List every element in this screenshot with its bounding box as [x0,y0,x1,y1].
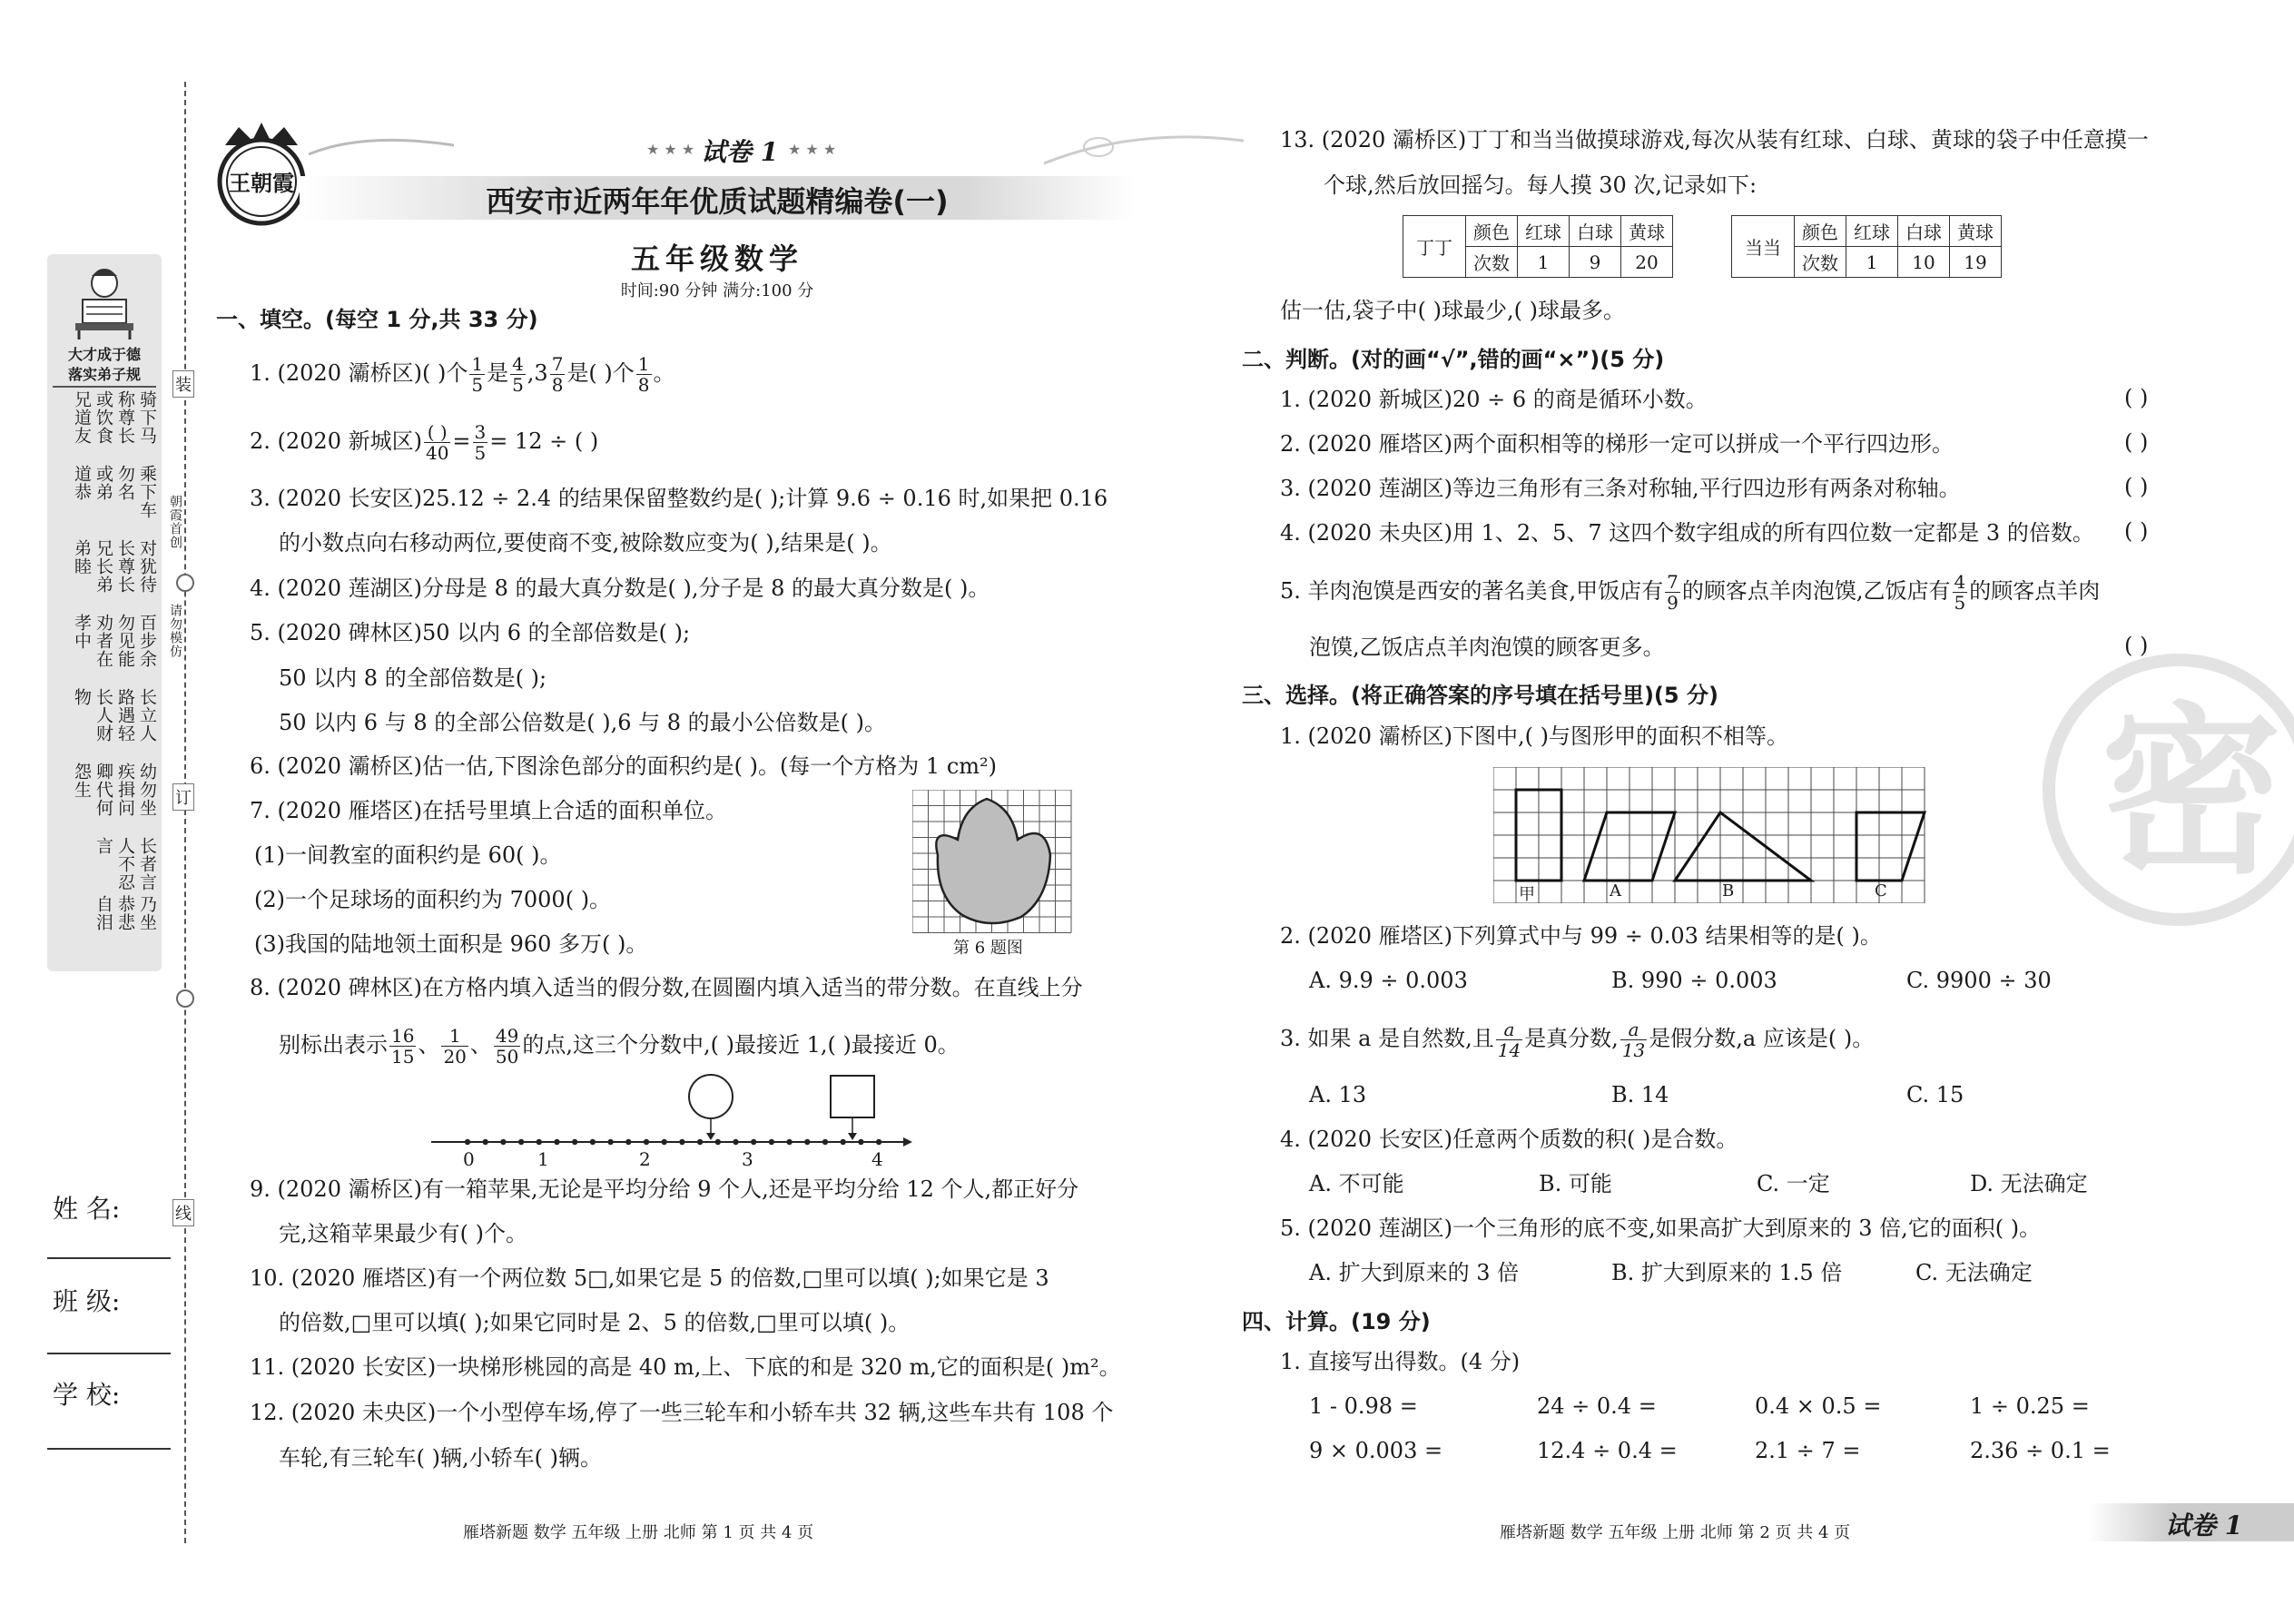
q1-text: 是( )个 [566,360,635,386]
table-cell: 10 [1898,247,1950,278]
question-12-line-1: 12. (2020 未央区)一个小型停车场,停了一些三轮车和小轿车共 32 辆,这些车共有 108 个 [250,1400,1114,1425]
fraction-7-8: $\frac{7}{8}$ [551,353,564,396]
choice-3-option-b[interactable]: B. 14 [1611,1082,1669,1107]
verse-col: 乃坐 [137,895,157,931]
school-label: 学 校: [53,1380,121,1410]
question-5-line-2: 50 以内 8 的全部倍数是( ); [279,665,547,691]
fraction-a-13: $\frac{a}{13}$ [1621,1019,1646,1061]
verse-col: 勿见能 [115,614,135,668]
choice-5-option-a[interactable]: A. 扩大到原来的 3 倍 [1309,1260,1520,1285]
exam-info: 时间:90 分钟 满分:100 分 [620,281,814,300]
verse-col: 孝中 [72,614,92,650]
section-judge-heading: 二、判断。(对的画“√”,错的画“×”)(5 分) [1242,347,1665,372]
fraction-3-5: $\frac{3}{5}$ [474,421,487,464]
number-line-dot [697,1139,703,1145]
verse-col: 长人财 [94,688,113,743]
choice-4-option-d[interactable]: D. 无法确定 [1970,1171,2088,1196]
judge-2-answer[interactable]: ( ) [2124,429,2149,455]
number-line-tick-3: 3 [742,1148,753,1170]
footer-tab-label: 试卷 1 [2165,1511,2243,1540]
verse-col: 骑下马 [137,390,157,445]
verse-col: 乘下车 [137,465,157,519]
name-field[interactable] [47,1257,171,1259]
verse-col: 幼勿坐 [137,763,157,817]
judge-1-answer[interactable]: ( ) [2124,385,2149,410]
fraction-blank-40: $\frac{( )}{40}$ [425,421,449,464]
ribbon-decoration [309,127,454,163]
verse-col: 人不忍 [115,837,135,891]
choice-4-option-c[interactable]: C. 一定 [1757,1171,1830,1196]
table-cell: 1 [1518,247,1570,278]
figure-6-caption: 第 6 题图 [953,939,1023,958]
figure-label-a: A [1610,881,1621,901]
number-line-dot [590,1139,596,1145]
choice-3-option-a[interactable]: A. 13 [1309,1082,1367,1107]
verse-col: 长者言 [137,837,157,891]
table-cell: 次数 [1795,247,1846,278]
calc-item: 1 ÷ 0.25 = [1970,1393,2090,1419]
class-field[interactable] [47,1353,171,1354]
c3-text: 是真分数, [1524,1026,1619,1051]
number-line-dot [733,1139,738,1145]
verse-col: 兄道友 [72,390,92,445]
q2-text: = [452,428,471,454]
calc-item: 0.4 × 0.5 = [1755,1393,1882,1419]
choice-2-option-c[interactable]: C. 9900 ÷ 30 [1906,968,2052,993]
choice-5-option-b[interactable]: B. 扩大到原来的 1.5 倍 [1611,1260,1843,1285]
question-2 [250,422,598,463]
badge-stars-right: ★ ★ ★ [788,141,837,158]
exam-title: 西安市近两年年优质试题精编卷(一) [486,184,949,219]
verse-col: 弟睦 [72,539,92,576]
choice-2-option-a[interactable]: A. 9.9 ÷ 0.003 [1309,968,1468,993]
fraction-1-5: $\frac{1}{5}$ [471,353,484,396]
table-dingding [1403,215,1673,278]
q8-text: 的点,这三个分数中,( )最接近 1,( )最接近 0。 [522,1032,960,1058]
number-line-dot [500,1139,506,1145]
verse-col: 百步余 [137,614,157,668]
question-3-line-1: 3. (2020 长安区)25.12 ÷ 2.4 的结果保留整数约是( );计算 9.6 ÷ 0.16 时,如果把 0.16 [250,486,1108,511]
j5-text: 的顾客点羊肉 [1969,578,2101,604]
figure-6-grid [912,790,1076,935]
watermark-glyph: 密 [2100,687,2282,899]
choice-3 [1280,1019,1874,1060]
table-dangdang [1731,215,2002,278]
fraction-4-5: $\frac{4}{5}$ [512,353,524,396]
motto-divider [53,386,156,388]
number-line-tick-0: 0 [463,1148,475,1170]
number-line-dot [858,1139,863,1145]
q1-text: ,3 [527,360,548,386]
verse-col: 称尊长 [115,390,135,445]
number-line [427,1071,917,1171]
j5-text: 5. 羊肉泡馍是西安的著名美食,甲饭店有 [1280,578,1664,604]
judge-4: 4. (2020 未央区)用 1、2、5、7 这四个数字组成的所有四位数一定都是 3 的倍数。 [1280,520,2094,546]
question-4: 4. (2020 莲湖区)分母是 8 的最大真分数是( ),分子是 8 的最大真分数是( )。 [250,576,990,601]
number-line-tick-2: 2 [639,1148,651,1170]
choice-4-option-a[interactable]: A. 不可能 [1309,1171,1404,1196]
fraction-16-15: $\frac{16}{15}$ [391,1025,415,1068]
number-line-dot [537,1139,542,1145]
number-line-dot [554,1139,559,1145]
question-7-1: (1)一间教室的面积约是 60( )。 [254,842,562,868]
calc-item: 24 ÷ 0.4 = [1537,1393,1657,1419]
judge-5-line-2: 泡馍,乙饭店点羊肉泡馍的顾客更多。 [1309,635,1665,660]
table-cell: 9 [1570,247,1621,278]
number-line-dot [786,1139,792,1145]
verse-col: 道恭 [72,465,92,501]
class-label: 班 级: [53,1286,121,1316]
q2-text: = 12 ÷ ( ) [489,428,599,454]
calc-item: 1 - 0.98 = [1309,1393,1418,1419]
fraction-4-5-b: $\frac{4}{5}$ [1954,571,1966,614]
table-cell: 白球 [1898,216,1950,247]
question-13-line-3: 估一估,袋子中( )球最少,( )球最多。 [1280,298,1625,323]
number-line-dot [751,1139,756,1145]
question-1 [250,354,675,395]
school-field[interactable] [47,1448,171,1450]
number-line-dot [841,1139,846,1145]
binding-dashed-line [184,82,186,1543]
fraction-1-8: $\frac{1}{8}$ [637,353,650,396]
judge-3: 3. (2020 莲湖区)等边三角形有三条对称轴,平行四边形有两条对称轴。 [1280,476,1961,501]
dash-label-1: 装 [172,370,194,398]
question-7: 7. (2020 雁塔区)在括号里填上合适的面积单位。 [250,798,727,823]
q1-text: 是 [487,360,509,386]
table-cell: 颜色 [1466,216,1518,247]
number-line-dot [518,1139,524,1145]
badge-stars-left: ★ ★ ★ [646,141,695,158]
number-line-dot [662,1139,667,1145]
vertical-note-2: 请勿模仿 [168,604,182,658]
figure-label-b: B [1722,881,1735,901]
choice-5-option-c[interactable]: C. 无法确定 [1915,1260,2033,1285]
number-line-dot [804,1139,810,1145]
number-line-dot [625,1139,631,1145]
choice-1-grid-figure [1493,767,1943,903]
fraction-49-50: $\frac{49}{50}$ [495,1025,519,1068]
table-cell: 20 [1621,247,1673,278]
q8-text: 别标出表示 [279,1032,388,1058]
name-label: 姓 名: [53,1194,121,1224]
motto-line-2: 落实弟子规 [67,366,141,383]
ribbon-decoration-right [1044,118,1244,172]
choice-5: 5. (2020 莲湖区)一个三角形的底不变,如果高扩大到原来的 3 倍,它的面积( )。 [1280,1216,2042,1241]
subject-title: 五年级数学 [630,241,803,276]
question-13-line-2: 个球,然后放回摇匀。每人摸 30 次,记录如下: [1324,172,1757,198]
calc-item: 2.1 ÷ 7 = [1755,1438,1861,1463]
verse-col: 言 [94,837,113,855]
number-line-dot [607,1139,613,1145]
question-8-line-2: 别标出表示 $\frac{16}{15}$ 、 $\frac{1}{20}$ 、 $\frac{49}{50}$ 的点,这三个分数中,( )最接近 1,( )最接近 0。 [279,1025,960,1068]
question-3-line-2: 的小数点向右移动两位,要使商不变,被除数应变为( ),结果是( )。 [279,530,892,556]
verse-col: 长尊长 [115,539,135,594]
grid-lines [1493,767,1925,903]
number-line-dot [822,1139,828,1145]
verse-col: 对犹待 [137,539,157,594]
verse-col: 物 [72,688,92,706]
question-12-line-2: 车轮,有三轮车( )辆,小轿车( )辆。 [279,1445,602,1471]
verse-col: 路遇轻 [115,688,135,743]
verse-col: 劝者在 [94,614,113,668]
q2-text: 2. (2020 新城区) [250,428,422,454]
question-6: 6. (2020 灞桥区)估一估,下图涂色部分的面积约是( )。(每一个方格为 1 cm²) [250,753,998,779]
number-line-dot [679,1139,684,1145]
q1-text: 1. (2020 灞桥区)( )个 [250,360,468,386]
section-choose-heading: 三、选择。(将正确答案的序号填在括号里)(5 分) [1242,683,1718,708]
question-8-line-1: 8. (2020 碑林区)在方格内填入适当的假分数,在圆圈内填入适当的带分数。在直线上分 [250,975,1083,1000]
number-line-dot [465,1139,470,1145]
number-line-dot [876,1139,881,1145]
question-5-line-1: 5. (2020 碑林区)50 以内 6 的全部倍数是( ); [250,620,691,645]
dash-label-3: 线 [172,1199,194,1226]
table-cell: 白球 [1570,216,1621,247]
table-player-name: 当当 [1732,216,1795,278]
scholar-illustration [70,263,139,340]
vertical-note-1: 朝霞首创 [168,495,182,549]
question-10-line-1: 10. (2020 雁塔区)有一个两位数 5□,如果它是 5 的倍数,□里可以填( );如果它是 3 [250,1265,1049,1291]
choice-2-option-b[interactable]: B. 990 ÷ 0.003 [1611,968,1777,993]
table-cell: 颜色 [1795,216,1846,247]
calc-item: 9 × 0.003 = [1309,1438,1443,1463]
choice-4-option-b[interactable]: B. 可能 [1539,1171,1612,1196]
dash-label-2: 订 [172,783,194,811]
confidential-watermark [2043,654,2294,926]
sidebar-motto-box [47,254,162,971]
table-player-name: 丁丁 [1403,216,1466,278]
binding-ring-1 [176,574,194,592]
number-line-dot [483,1139,488,1145]
table-cell: 19 [1950,247,2002,278]
judge-3-answer[interactable]: ( ) [2124,474,2149,499]
fraction-7-9: $\frac{7}{9}$ [1667,571,1679,614]
table-cell: 红球 [1518,216,1570,247]
choice-4: 4. (2020 长安区)任意两个质数的积( )是合数。 [1280,1127,1738,1152]
question-10-line-2: 的倍数,□里可以填( );如果它同时是 2、5 的倍数,□里可以填( )。 [279,1310,911,1335]
verse-col: 兄长弟 [94,539,113,594]
judge-5-answer[interactable]: ( ) [2124,633,2149,658]
verse-col: 勿名 [115,465,135,501]
calc-1-heading: 1. 直接写出得数。(4 分) [1280,1349,1521,1374]
number-line-dot [644,1139,649,1145]
fraction-1-20: $\frac{1}{20}$ [443,1025,467,1068]
verse-col: 疾揖问 [115,763,135,817]
table-cell: 红球 [1846,216,1898,247]
verse-col: 恭悲 [115,895,135,931]
judge-1: 1. (2020 新城区)20 ÷ 6 的商是循环小数。 [1280,387,1708,412]
figure-label-jia: 甲 [1519,885,1535,904]
figure-label-c: C [1875,881,1887,901]
judge-5-line-1 [1280,572,2100,613]
choice-1: 1. (2020 灞桥区)下图中,( )与图形甲的面积不相等。 [1280,723,1788,749]
number-line-dot [715,1139,721,1145]
exam-badge: 试卷 1 [701,137,779,167]
calc-item: 12.4 ÷ 0.4 = [1537,1438,1678,1463]
calc-item: 2.36 ÷ 0.1 = [1970,1438,2111,1463]
c3-text: 是假分数,a 应该是( )。 [1649,1026,1875,1051]
choice-3-option-c[interactable]: C. 15 [1906,1082,1964,1107]
verse-col: 或弟 [94,465,113,501]
question-7-2: (2)一个足球场的面积约为 7000( )。 [254,887,612,912]
table-cell: 黄球 [1621,216,1673,247]
verse-col: 或饮食 [94,390,113,445]
table-cell: 1 [1846,247,1898,278]
c3-text: 3. 如果 a 是自然数,且 [1280,1026,1494,1051]
j5-text: 的顾客点羊肉泡馍,乙饭店有 [1681,578,1951,604]
question-9-line-2: 完,这箱苹果最少有( )个。 [279,1221,527,1246]
footer-right: 雁塔新题 数学 五年级 上册 北师 第 2 页 共 4 页 [1500,1523,1851,1542]
question-11: 11. (2020 长安区)一块梯形桃园的高是 40 m,上、下底的和是 320 m,它的面积是( )m²。 [250,1354,1121,1380]
section-calc-heading: 四、计算。(19 分) [1242,1309,1431,1334]
table-cell: 次数 [1466,247,1518,278]
judge-2: 2. (2020 雁塔区)两个面积相等的梯形一定可以拼成一个平行四边形。 [1280,431,1954,457]
q1-text: 。 [653,360,675,386]
number-line-tick-1: 1 [537,1148,549,1170]
footer-left: 雁塔新题 数学 五年级 上册 北师 第 1 页 共 4 页 [463,1523,814,1542]
verse-col: 长立人 [137,688,157,743]
question-5-line-3: 50 以内 6 与 8 的全部公倍数是( ),6 与 8 的最小公倍数是( )。 [279,710,886,735]
question-9-line-1: 9. (2020 灞桥区)有一箱苹果,无论是平均分给 9 个人,还是平均分给 12 个人,都正好分 [250,1176,1079,1202]
fraction-a-14: $\frac{a}{14}$ [1497,1019,1521,1061]
section-fill-heading: 一、填空。(每空 1 分,共 33 分) [216,307,538,332]
binding-ring-2 [176,989,194,1008]
choice-2: 2. (2020 雁塔区)下列算式中与 99 ÷ 0.03 结果相等的是( )。 [1280,923,1882,949]
motto-line-1: 大才成于德 [67,346,141,363]
table-cell: 黄球 [1950,216,2002,247]
question-13-line-1: 13. (2020 灞桥区)丁丁和当当做摸球游戏,每次从装有红球、白球、黄球的袋子中任意摸一 [1280,127,2149,153]
number-line-dot [769,1139,774,1145]
judge-4-answer[interactable]: ( ) [2124,518,2149,544]
logo-text: 王朝霞 [229,170,294,196]
number-line-dot [572,1139,577,1145]
number-line-tick-4: 4 [871,1148,883,1170]
verse-col: 自泪 [94,895,113,931]
question-7-3: (3)我国的陆地领土面积是 960 多万( )。 [254,931,648,957]
verse-col: 怨生 [72,763,92,799]
verse-col: 卿代何 [94,763,113,817]
